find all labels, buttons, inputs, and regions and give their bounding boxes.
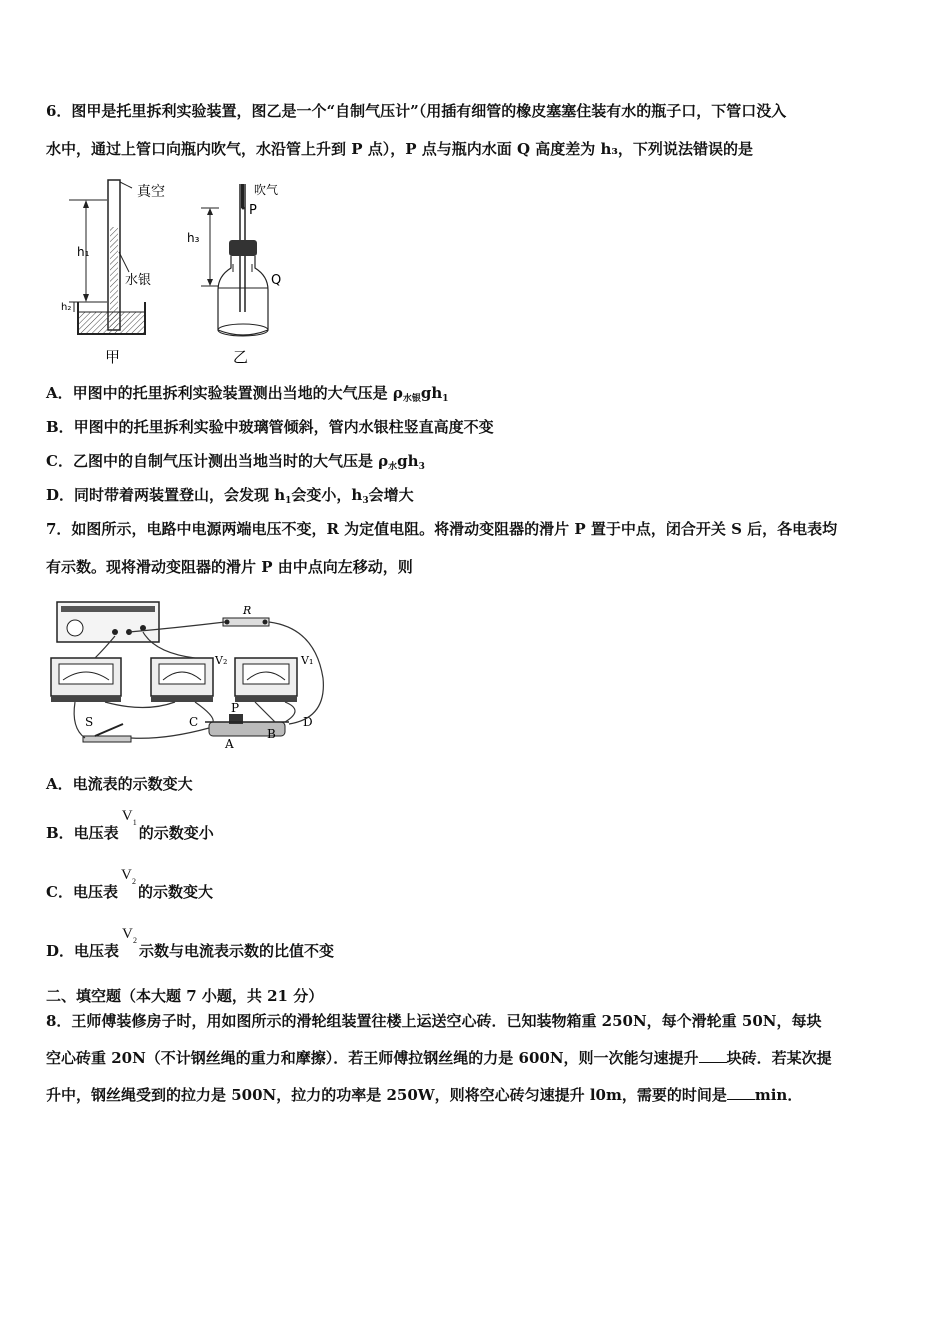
label-b: B (267, 727, 276, 741)
label-h2: h₂ (61, 302, 72, 313)
label-mercury: 水银 (125, 273, 152, 288)
homemade-barometer (201, 184, 268, 336)
q6-option-a-post-sub: 1 (442, 394, 449, 404)
q6-line2: 水中，通过上管口向瓶内吹气，水沿管上升到 P 点），P 点与瓶内水面 Q 高度差为 h₃，下列说法错误的是 (46, 140, 753, 158)
label-v2: V₂ (215, 654, 228, 667)
q8-line3-tail: min． (754, 1086, 803, 1104)
q8-line2-tail: 块砖．若某次提 (726, 1049, 832, 1067)
label-a: A (225, 737, 234, 751)
voltmeter-v2-symbol-d (119, 926, 139, 958)
q6-option-c-post: gh (397, 452, 419, 470)
q6-option-d-post: 会增大 (368, 486, 414, 504)
q6-option-d-sub2: 3 (362, 496, 369, 506)
q6-option-c-text: C．乙图中的自制气压计测出当地当时的大气压是 ρ (46, 452, 389, 470)
q7-option-b (46, 808, 214, 843)
q7-option-c-v: V (120, 867, 132, 883)
label-h1: h₁ (77, 245, 90, 259)
q6-option-a-text: A．甲图中的托里拆利实验装置测出当地的大气压是 ρ (46, 384, 403, 402)
q7-option-b-v: V (121, 808, 133, 824)
q8-line3 (46, 1085, 802, 1105)
rheostat (205, 714, 289, 736)
q6-option-c-sub: 水 (388, 462, 398, 472)
q7-option-c-text: C．电压表 (46, 883, 118, 901)
voltmeter-v1-symbol (119, 808, 139, 840)
label-q: Q (271, 273, 282, 288)
q7-line1: 7．如图所示，电路中电源两端电压不变，R 为定值电阻。将滑动变阻器的滑片 P 置于中点，闭合开关 S 后，各电表均 (46, 520, 838, 538)
label-jia: 甲 (105, 348, 121, 366)
voltmeter-v2 (151, 658, 213, 702)
q7-option-c-post: 的示数变大 (137, 883, 213, 901)
q7-option-d-text: D．电压表 (46, 942, 120, 960)
q6-option-a-sub: 水银 (402, 394, 421, 404)
resistor-r (223, 618, 269, 626)
voltmeter-v1 (235, 658, 297, 702)
q8-line2 (46, 1048, 832, 1068)
label-yi: 乙 (233, 348, 249, 366)
q8-line2-text: 空心砖重 20N（不计钢丝绳的重力和摩擦）．若王师傅拉钢丝绳的力是 600N，则一次能匀速提升 (46, 1049, 699, 1067)
q6-option-b: B．甲图中的托里拆利实验中玻璃管倾斜，管内水银柱竖直高度不变 (46, 418, 494, 436)
q6-line1: 6．图甲是托里拆利实验装置，图乙是一个“自制气压计”（用插有细管的橡皮塞塞住装有水的瓶子口，下管口没入 (46, 102, 787, 120)
label-r: R (243, 604, 252, 617)
q6-option-d (46, 485, 414, 511)
q6-option-c-post-sub: 3 (418, 462, 425, 472)
q7-option-d-v: V (122, 926, 133, 942)
label-blow: 吹气 (254, 183, 279, 197)
q7-line2: 有示数。现将滑动变阻器的滑片 P 由中点向左移动，则 (46, 558, 413, 576)
q7-option-c-n: 2 (131, 877, 136, 886)
q6-option-c (46, 451, 425, 477)
q6-option-a-post: gh (420, 384, 443, 402)
label-s: S (85, 715, 94, 729)
label-h3: h₃ (187, 231, 200, 245)
label-c: C (189, 715, 199, 729)
ammeter (51, 658, 121, 702)
q7-option-b-text: B．电压表 (46, 824, 119, 842)
q8-line1: 8．王师傅装修房子时，用如图所示的滑轮组装置往楼上运送空心砖．已知装物箱重 250N，每个滑轮重 50N，每块 (46, 1012, 822, 1030)
label-vacuum: 真空 (137, 184, 165, 200)
q7-option-d (46, 926, 335, 961)
q7-option-b-n: 1 (132, 818, 137, 827)
section-heading: 二、填空题（本大题 7 小题，共 21 分） (46, 987, 324, 1005)
label-p-slider: P (231, 701, 240, 715)
power-supply (57, 602, 159, 642)
answer-blank-1[interactable] (699, 1049, 727, 1063)
q6-option-d-mid: 会变小，h (291, 486, 363, 504)
q7-option-c (46, 867, 213, 902)
q7-option-d-post: 示数与电流表示数的比值不变 (139, 942, 335, 960)
q6-option-d-sub1: 1 (285, 496, 292, 506)
q8-line3-text: 升中，钢丝绳受到的拉力是 500N，拉力的功率是 250W，则将空心砖匀速提升 l0m，需要的时间是 (46, 1086, 727, 1104)
barometer-figure (55, 172, 315, 372)
q7-option-d-n: 2 (133, 936, 138, 945)
label-p: P (249, 203, 257, 218)
answer-blank-2[interactable] (727, 1086, 755, 1100)
voltmeter-v2-symbol (118, 867, 138, 899)
q7-option-a: A．电流表的示数变大 (46, 775, 193, 793)
q7-option-b-post: 的示数变小 (138, 824, 214, 842)
label-v1: V₁ (301, 654, 314, 667)
q6-option-d-text: D．同时带着两装置登山，会发现 h (46, 486, 286, 504)
label-d: D (303, 715, 313, 729)
q6-option-a (46, 383, 449, 409)
circuit-figure (45, 598, 330, 758)
